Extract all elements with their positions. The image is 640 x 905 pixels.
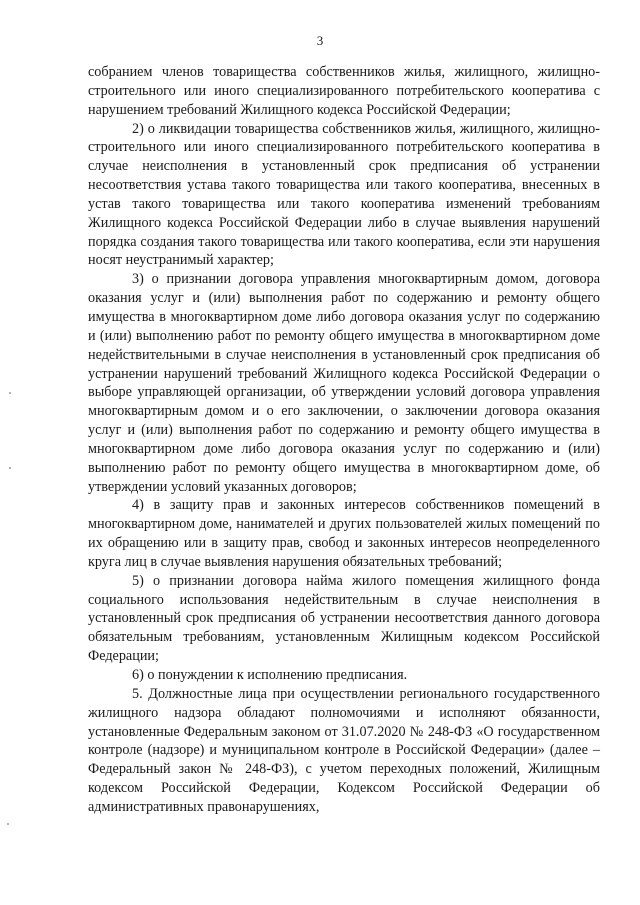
scan-speck: [9, 467, 11, 469]
page-number: 3: [316, 33, 324, 48]
paragraph-item-6: 6) о понуждении к исполнению предписания.: [132, 667, 408, 683]
scan-speck: [9, 392, 11, 394]
paragraph-section-5: 5. Должностные лица при осуществлении регионального государственного жилищного надзора обладают полномочиями и исполняют обязанности, установленные Федеральным законом от 31.07.2020 № 248-ФЗ «О государственном контроле (надзоре) и муниципальном контроле в Российской Федерации» (далее – Федеральный закон № 248-ФЗ), с учетом переходных положений, Жилищным кодексом Российской Федерации, Кодексом Российской Федерации об административных правонарушениях,: [88, 685, 600, 815]
paragraph-item-3: 3) о признании договора управления многоквартирным домом, договора оказания услуг и (или) выполнения работ по содержанию и ремонту общего имущества в многоквартирном доме либо договора оказания услуг по содержанию и (или) выполнению работ по ремонту общего имущества в многоквартирном доме недействительными в случае неисполнения в установленный срок предписания об устранении нарушений требований Жилищного кодекса Российской Федерации о выборе управляющей организации, об утверждении условий договора управления многоквартирным домом и о его заключении, о заключении договора оказания услуг и (или) выполнения работ по содержанию и ремонту общего имущества в многоквартирном доме либо договора оказания услуг по содержанию и (или) выполнению работ по ремонту общего имущества в многоквартирном доме, об утверждении условий указанных договоров;: [88, 271, 600, 495]
paragraph-item-4: 4) в защиту прав и законных интересов собственников помещений в многоквартирном доме, нанимателей и других пользователей жилых помещений по их обращению или в защиту прав, свобод и законных интересов неопределенного круга лиц в случае выявления нарушения обязательных требований;: [88, 497, 600, 570]
paragraph-continuation: собранием членов товарищества собственников жилья, жилищного, жилищно-строительного или иного специализированного потребительского кооператива с нарушением требований Жилищного кодекса Российской Федерации;: [88, 64, 600, 118]
document-body: [88, 63, 600, 817]
paragraph-item-5: 5) о признании договора найма жилого помещения жилищного фонда социального использования недействительным в случае неисполнения в установленный срок предписания об устранении несоответствия данного договора обязательным требованиям, установленным Жилищным кодексом Российской Федерации;: [88, 572, 600, 665]
scan-speck: [7, 823, 9, 825]
paragraph-item-2: 2) о ликвидации товарищества собственников жилья, жилищного, жилищно-строительного или иного специализированного потребительского кооператива в случае неисполнения в установленный срок предписания об устранении несоответствия устава такого товарищества или такого кооператива, внесенных в устав такого товарищества или такого кооператива изменений требованиям Жилищного кодекса Российской Федерации либо в случае выявления нарушений порядка создания такого товарищества или такого кооператива, если эти нарушения носят неустранимый характер;: [88, 120, 600, 269]
